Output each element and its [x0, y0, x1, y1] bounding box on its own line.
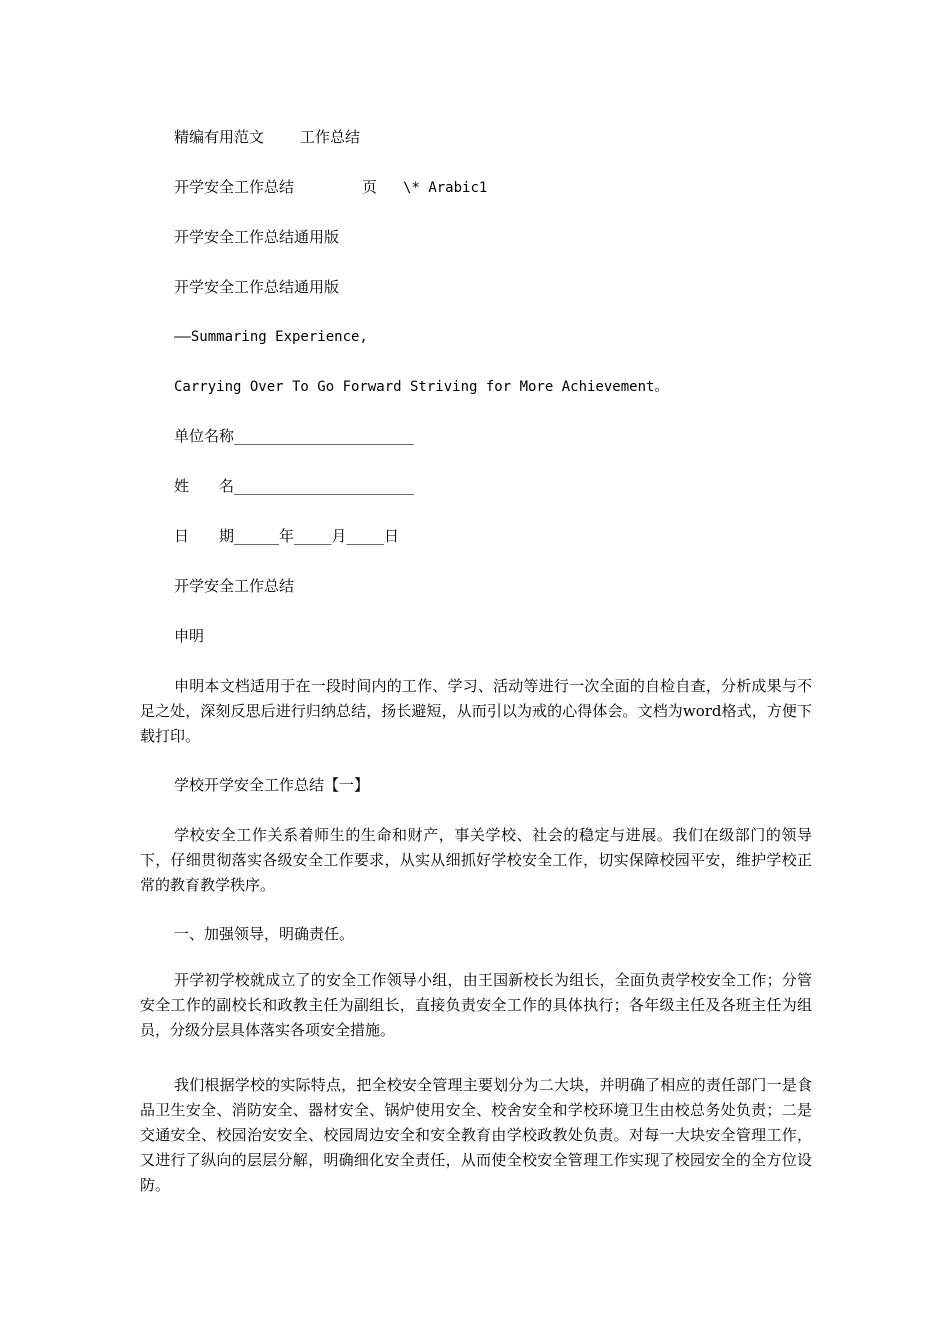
cover-title-2: 开学安全工作总结通用版	[174, 278, 340, 296]
doc-title: 开学安全工作总结	[174, 577, 295, 595]
body-paragraph-2: 开学初学校就成立了的安全工作领导小组，由王国新校长为组长，全面负责学校安全工作；分管安全工作的副校长和政教主任为副组长，直接负责安全工作的具体执行；各年级主任及各班主任为组员，分级分层具体落实各项安全措施。	[140, 971, 812, 1039]
page-field-code: \* Arabic1	[403, 180, 488, 196]
page-header	[174, 127, 360, 147]
statement-paragraph: 申明本文档适用于在一段时间内的工作、学习、活动等进行一次全面的自检自查，分析成果与不足之处，深刻反思后进行归纳总结，扬长避短，从而引以为戒的心得体会。文档为word格式，方便下载打印。	[140, 677, 812, 745]
cover-title-1: 开学安全工作总结通用版	[174, 228, 340, 246]
header-left: 精编有用范文	[174, 128, 265, 146]
heading-strengthen-leadership: 一、加强领导，明确责任。	[174, 925, 355, 943]
header-right: 工作总结	[300, 128, 361, 146]
cover-slogan-2: Carrying Over To Go Forward Striving for More Achievement。	[174, 379, 669, 395]
date-line: 日 期______年_____月_____日	[174, 527, 400, 545]
body-paragraph-3: 我们根据学校的实际特点，把全校安全管理主要划分为二大块，并明确了相应的责任部门一是食品卫生安全、消防安全、器材安全、锅炉使用安全、校舍安全和学校环境卫生由校总务处负责；二是交通安全、校园治安安全、校园周边安全和安全教育由学校政教处负责。对每一大块安全管理工作，又进行了纵向的层层分解，明确细化安全责任，从而使全校安全管理工作实现了校园安全的全方位设防。	[140, 1076, 812, 1194]
body-paragraph-1: 学校安全工作关系着师生的生命和财产，事关学校、社会的稳定与进展。我们在级部门的领导下，仔细贯彻落实各级安全工作要求，从实从细抓好学校安全工作，切实保障校园平安，维护学校正常的教育教学秩序。	[140, 826, 812, 894]
statement-heading: 申明	[174, 627, 205, 645]
page-field-line	[174, 177, 487, 198]
section-title: 学校开学安全工作总结【一】	[174, 776, 370, 794]
cover-slogan-1: ——Summaring Experience,	[174, 329, 368, 345]
unit-name-line: 单位名称________________________	[174, 427, 415, 445]
page-field-word: 页	[362, 178, 378, 196]
page-field-title: 开学安全工作总结	[174, 178, 295, 196]
person-name-line: 姓 名________________________	[174, 477, 415, 495]
